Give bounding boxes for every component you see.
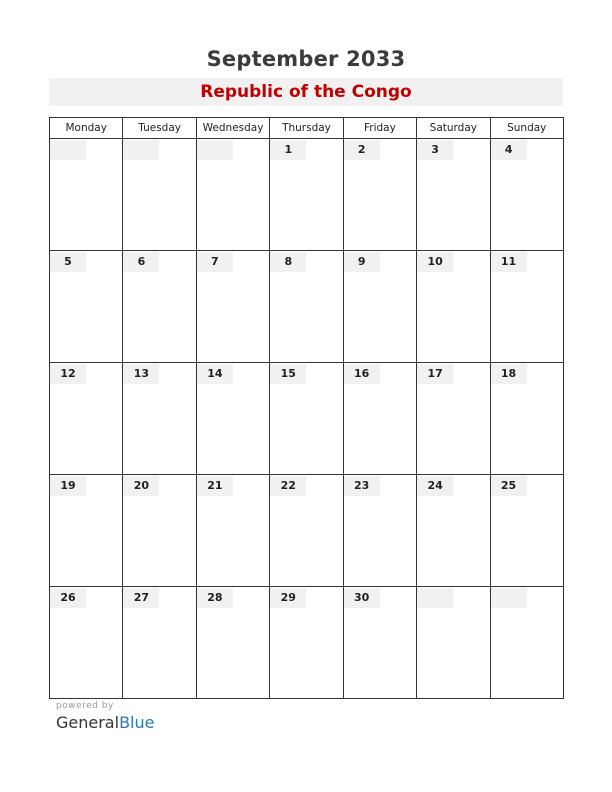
- day-number: 5: [50, 252, 86, 272]
- day-cell: [123, 587, 196, 699]
- day-number: 30: [344, 588, 380, 608]
- weekday-header: Tuesday: [123, 118, 196, 139]
- day-number: [417, 588, 453, 608]
- day-number: 26: [50, 588, 86, 608]
- day-cell: [50, 251, 123, 363]
- day-cell: [343, 251, 416, 363]
- country-name: Republic of the Congo: [200, 82, 412, 102]
- day-cell: [490, 251, 563, 363]
- week-row: [50, 363, 564, 475]
- day-cell: [196, 587, 269, 699]
- day-number: 6: [123, 252, 159, 272]
- day-cell: [270, 587, 343, 699]
- day-number: 3: [417, 140, 453, 160]
- day-number: 12: [50, 364, 86, 384]
- weekday-header-row: [50, 118, 564, 139]
- footer-branding: [56, 701, 154, 732]
- day-cell: [50, 363, 123, 475]
- day-number: 24: [417, 476, 453, 496]
- day-number: 10: [417, 252, 453, 272]
- day-number: 13: [123, 364, 159, 384]
- week-row: [50, 139, 564, 251]
- country-banner: [49, 78, 563, 106]
- weekday-header: Sunday: [490, 118, 563, 139]
- day-number: 27: [123, 588, 159, 608]
- day-cell: [196, 475, 269, 587]
- weekday-header: Friday: [343, 118, 416, 139]
- day-number: 7: [197, 252, 233, 272]
- day-cell: [123, 363, 196, 475]
- day-cell: [270, 475, 343, 587]
- day-number: 29: [270, 588, 306, 608]
- day-cell: [343, 139, 416, 251]
- day-number: 8: [270, 252, 306, 272]
- day-cell: [343, 363, 416, 475]
- weekday-header: Thursday: [270, 118, 343, 139]
- day-number: 15: [270, 364, 306, 384]
- day-number: 21: [197, 476, 233, 496]
- day-number: 2: [344, 140, 380, 160]
- weekday-header: Saturday: [417, 118, 490, 139]
- day-cell: [490, 475, 563, 587]
- day-cell: [417, 587, 490, 699]
- day-cell: [123, 139, 196, 251]
- week-row: [50, 587, 564, 699]
- day-cell: [490, 363, 563, 475]
- day-number: 18: [491, 364, 527, 384]
- day-cell: [417, 251, 490, 363]
- day-cell: [270, 363, 343, 475]
- brand-name-part1: General: [56, 713, 120, 732]
- day-cell: [123, 475, 196, 587]
- day-number: [50, 140, 86, 160]
- weekday-header: Wednesday: [196, 118, 269, 139]
- day-number: 9: [344, 252, 380, 272]
- day-cell: [417, 475, 490, 587]
- day-number: 4: [491, 140, 527, 160]
- day-cell: [196, 363, 269, 475]
- powered-by-text: powered by: [56, 701, 114, 711]
- day-cell: [417, 363, 490, 475]
- brand-name-part2: Blue: [119, 713, 155, 732]
- day-number: 19: [50, 476, 86, 496]
- day-number: 22: [270, 476, 306, 496]
- day-cell: [50, 475, 123, 587]
- day-cell: [50, 139, 123, 251]
- day-number: 11: [491, 252, 527, 272]
- week-row: [50, 475, 564, 587]
- day-number: 16: [344, 364, 380, 384]
- day-number: 23: [344, 476, 380, 496]
- weekday-header: Monday: [50, 118, 123, 139]
- day-cell: [490, 139, 563, 251]
- day-cell: [490, 587, 563, 699]
- day-cell: [417, 139, 490, 251]
- day-cell: [196, 139, 269, 251]
- day-number: 28: [197, 588, 233, 608]
- day-cell: [270, 139, 343, 251]
- week-row: [50, 251, 564, 363]
- day-cell: [343, 475, 416, 587]
- day-number: 1: [270, 140, 306, 160]
- day-number: 14: [197, 364, 233, 384]
- page-title: September 2033: [206, 47, 406, 71]
- day-number: [197, 140, 233, 160]
- day-cell: [50, 587, 123, 699]
- day-number: [123, 140, 159, 160]
- brand-logo: [56, 713, 154, 732]
- day-number: 25: [491, 476, 527, 496]
- day-number: 20: [123, 476, 159, 496]
- calendar-grid: [49, 117, 564, 699]
- day-cell: [343, 587, 416, 699]
- day-number: 17: [417, 364, 453, 384]
- day-cell: [270, 251, 343, 363]
- day-cell: [123, 251, 196, 363]
- day-number: [491, 588, 527, 608]
- day-cell: [196, 251, 269, 363]
